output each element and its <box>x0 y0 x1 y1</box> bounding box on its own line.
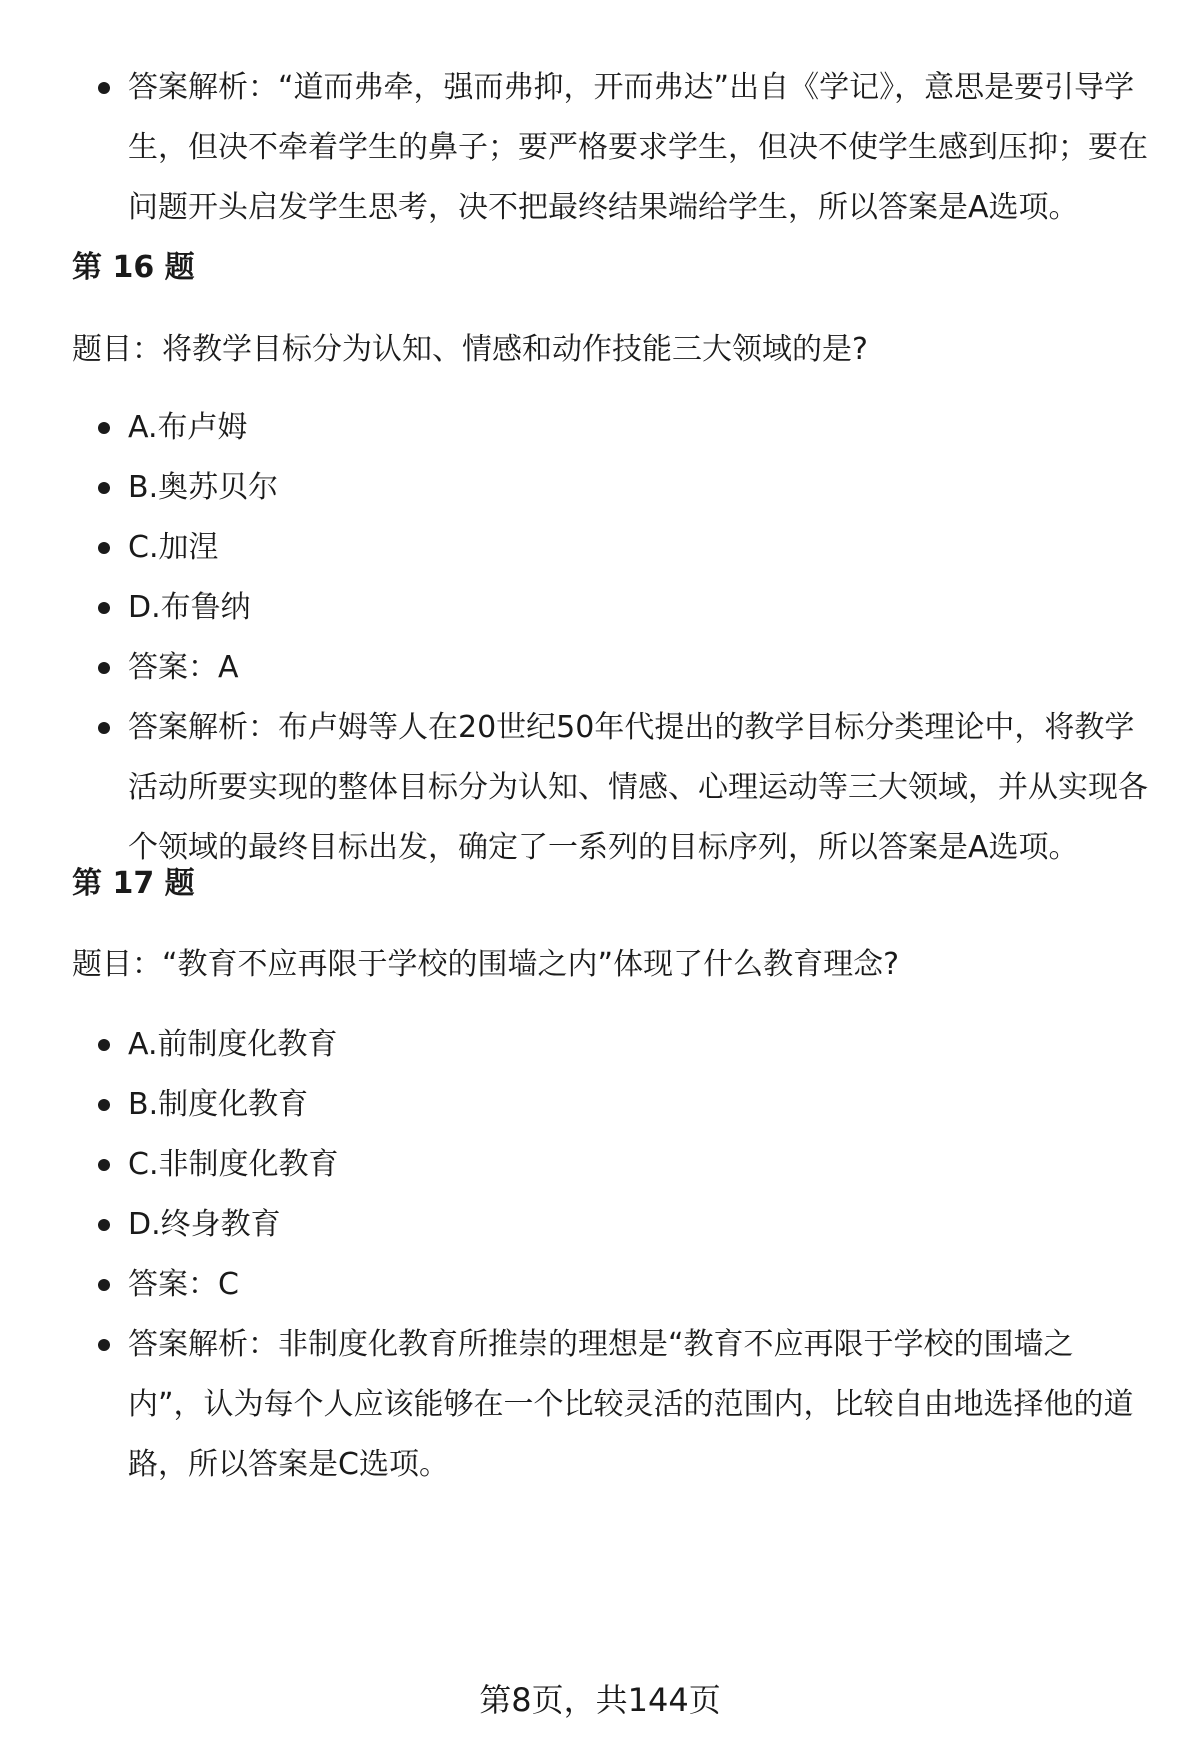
q17-analysis: 答案解析：非制度化教育所推崇的理想是“教育不应再限于学校的围墙之内”，认为每个人应该能够在一个比较灵活的范围内，比较自由地选择他的道路，所以答案是C选项。 <box>0 1315 1148 1495</box>
q17-option-a: A.前制度化教育 <box>0 1015 1148 1075</box>
q16-question: 题目：将教学目标分为认知、情感和动作技能三大领域的是? <box>72 332 868 367</box>
q16-answer: 答案：A <box>0 638 1148 698</box>
q17-heading: 第 17 题 <box>72 866 195 901</box>
prev-analysis: 答案解析：“道而弗牵，强而弗抑，开而弗达”出自《学记》，意思是要引导学生，但决不牵着学生的鼻子；要严格要求学生，但决不使学生感到压抑；要在问题开头启发学生思考，决不把最终结果端给学生，所以答案是A选项。 <box>0 58 1148 238</box>
page-number: 第8页，共144页 <box>479 1681 721 1719</box>
q17-answer: 答案：C <box>0 1255 1148 1315</box>
q17-option-list <box>0 1015 1148 1495</box>
q16-option-a: A.布卢姆 <box>0 398 1148 458</box>
q17-option-d: D.终身教育 <box>0 1195 1148 1255</box>
q16-option-d: D.布鲁纳 <box>0 578 1148 638</box>
q16-analysis: 答案解析：布卢姆等人在20世纪50年代提出的教学目标分类理论中，将教学活动所要实现的整体目标分为认知、情感、心理运动等三大领域，并从实现各个领域的最终目标出发，确定了一系列的目标序列，所以答案是A选项。 <box>0 698 1148 878</box>
q16-heading: 第 16 题 <box>72 250 195 285</box>
q16-option-c: C.加涅 <box>0 518 1148 578</box>
q17-question: 题目：“教育不应再限于学校的围墙之内”体现了什么教育理念? <box>72 947 900 982</box>
q16-option-list <box>0 398 1148 878</box>
prev-answer-list <box>0 58 1148 238</box>
q17-option-b: B.制度化教育 <box>0 1075 1148 1135</box>
q16-option-b: B.奥苏贝尔 <box>0 458 1148 518</box>
q17-option-c: C.非制度化教育 <box>0 1135 1148 1195</box>
